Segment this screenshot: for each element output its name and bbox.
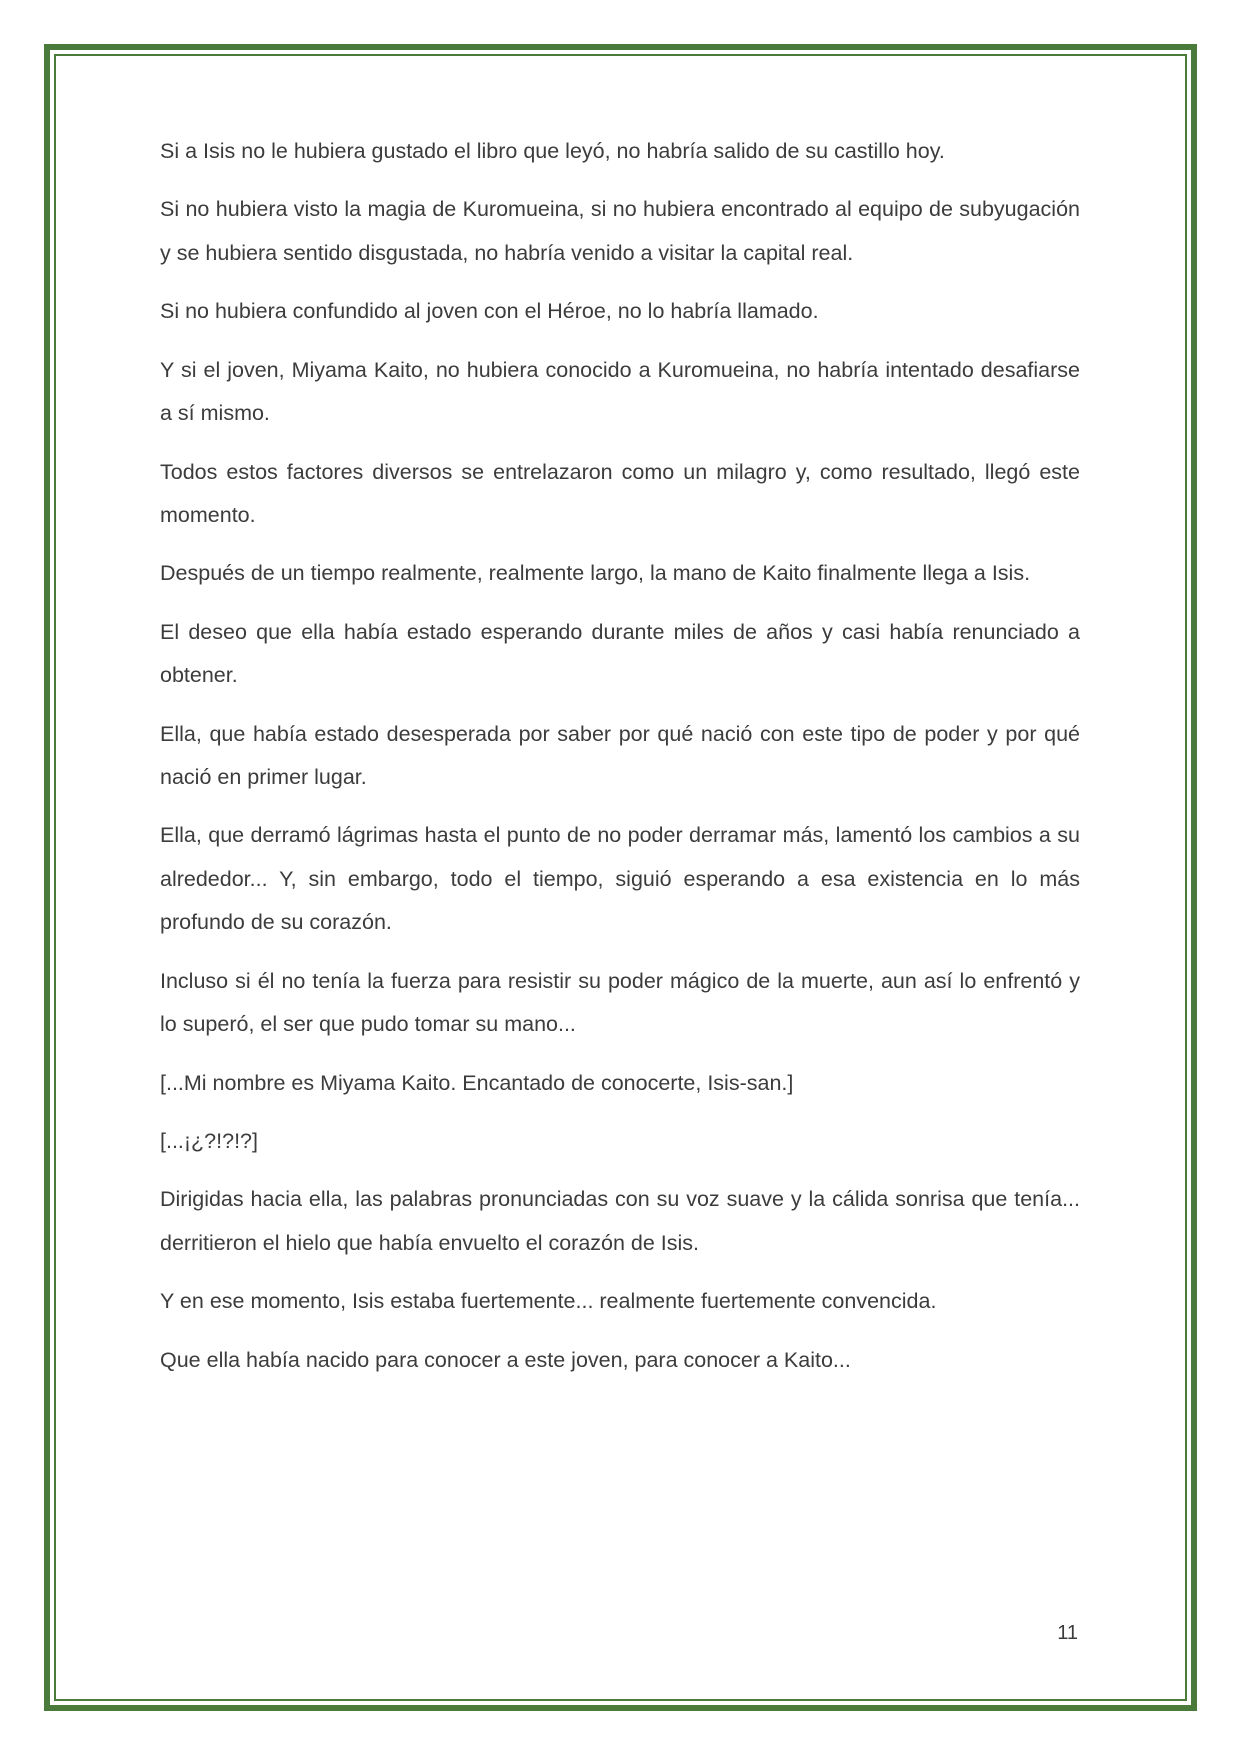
- page-number: 11: [1057, 1622, 1078, 1644]
- paragraph: Si a Isis no le hubiera gustado el libro que leyó, no habría salido de su castillo hoy.: [160, 139, 945, 163]
- paragraph: Incluso si él no tenía la fuerza para resistir su poder mágico de la muerte, aun así lo enfrentó y lo superó, el ser que pudo tomar su mano...: [160, 968, 1080, 1037]
- paragraph: Si no hubiera visto la magia de Kuromueina, si no hubiera encontrado al equipo de subyugación y se hubiera sentido disgustada, no habría venido a visitar la capital real.: [160, 197, 1080, 265]
- paragraph: [...Mi nombre es Miyama Kaito. Encantado de conocerte, Isis-san.]: [160, 1070, 794, 1095]
- paragraph: Y si el joven, Miyama Kaito, no hubiera conocido a Kuromueina, no habría intentado desafiarse a sí mismo.: [160, 357, 1080, 426]
- paragraph: Después de un tiempo realmente, realmente largo, la mano de Kaito finalmente llega a Isis.: [160, 561, 1031, 586]
- page-content: [160, 130, 1080, 1382]
- paragraph: Y en ese momento, Isis estaba fuertemente... realmente fuertemente convencida.: [160, 1289, 937, 1314]
- paragraph: [...¡¿?!?!?]: [160, 1129, 258, 1154]
- paragraph: Dirigidas hacia ella, las palabras pronunciadas con su voz suave y la cálida sonrisa que tenía... derritieron el hielo que había envuelto el corazón de Isis.: [160, 1187, 1080, 1255]
- paragraph: Ella, que derramó lágrimas hasta el punto de no poder derramar más, lamentó los cambios a su alrededor... Y, sin embargo, todo el tiempo, siguió esperando a esa existencia en lo más profundo de su corazón.: [160, 823, 1080, 935]
- paragraph: Que ella había nacido para conocer a este joven, para conocer a Kaito...: [160, 1347, 851, 1372]
- paragraph: El deseo que ella había estado esperando durante miles de años y casi había renunciado a obtener.: [160, 619, 1080, 688]
- paragraph: Todos estos factores diversos se entrelazaron como un milagro y, como resultado, llegó este momento.: [160, 459, 1080, 527]
- paragraph: Si no hubiera confundido al joven con el Héroe, no lo habría llamado.: [160, 299, 819, 324]
- paragraph: Ella, que había estado desesperada por saber por qué nació con este tipo de poder y por qué nació en primer lugar.: [160, 721, 1080, 790]
